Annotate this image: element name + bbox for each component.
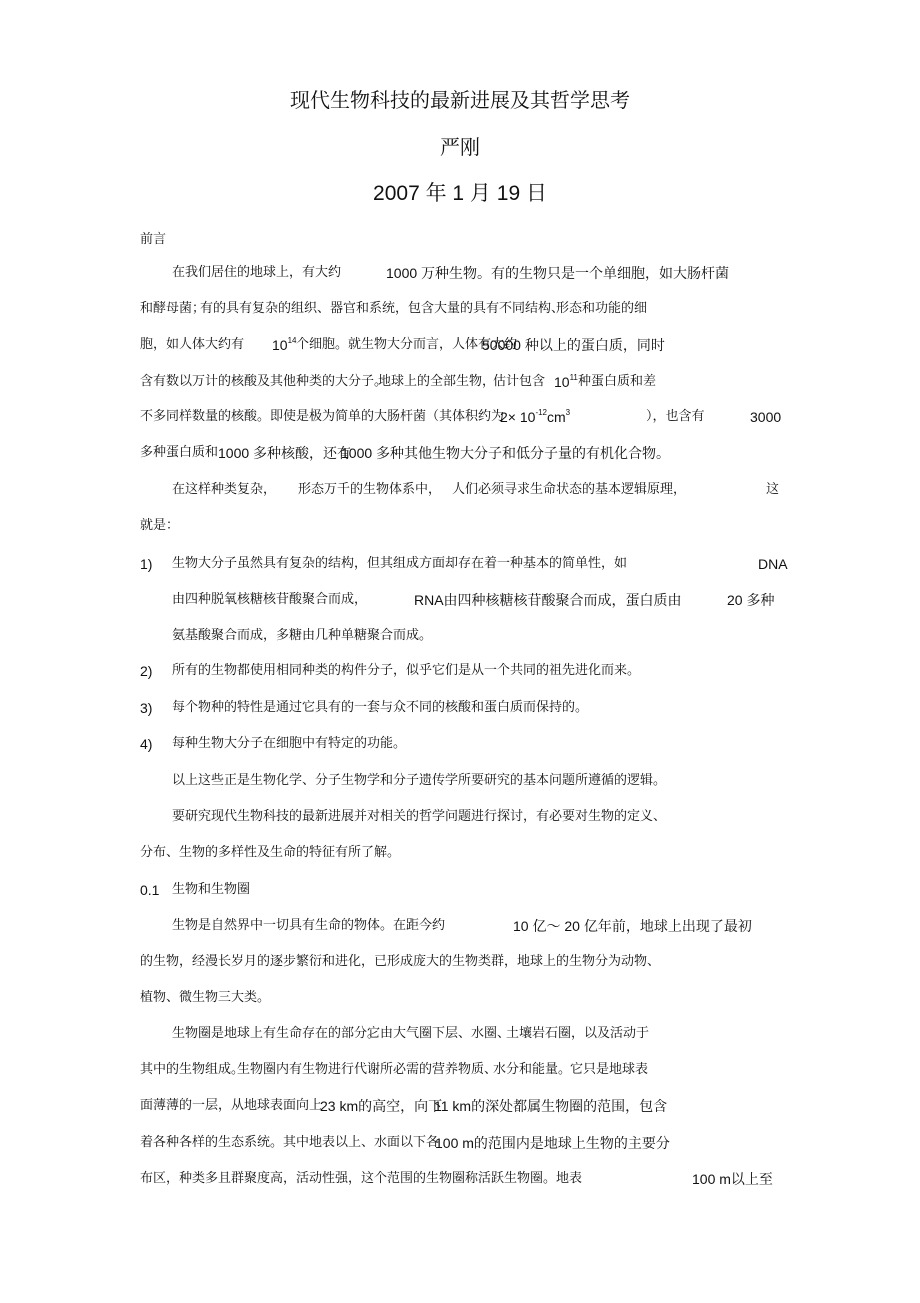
text: 不多同样数量的核酸。即使是极为简单的大肠杆菌（其体积约为 (140, 409, 505, 424)
text: 3000 (750, 409, 782, 425)
text: 地球上的全部生物， (378, 374, 496, 389)
list-item: RNA由四种核糖核苷酸聚合而成，蛋白质由 (414, 592, 682, 608)
text: 胞，如人体大约有 (140, 337, 245, 352)
text: 100 m以上至 (692, 1171, 773, 1187)
text: $10^{11}$ (554, 373, 578, 390)
text: 生物是自然界中一切具有生命的物体。在距今约 (172, 918, 446, 933)
list-number: 4) (140, 736, 153, 752)
text: 含有数以万计的核酸及其他种类的大分子。 (140, 374, 388, 389)
text: 和酵母菌； (140, 301, 206, 316)
author: 严刚 (440, 135, 480, 159)
text: 就是： (140, 518, 180, 533)
text: 分布、生物的多样性及生命的特征有所了解。 (140, 845, 401, 860)
text: 10 亿～ 20 亿年前，地球上出现了最初 (513, 918, 752, 934)
text: 的生物，经漫长岁月的逐步繁衍和进化，已形成庞大的生物类群，地球上的生物分为动物、 (140, 954, 661, 969)
text: 1000 万种生物。有的生物只是一个单细胞，如大肠杆菌 (386, 265, 730, 281)
text: 要研究现代生物科技的最新进展并对相关的哲学问题进行探讨，有必要对生物的定义、 (172, 809, 667, 824)
text: 1000 多种其他生物大分子和低分子量的有机化合物。 (341, 445, 671, 461)
list-number: 3) (140, 700, 153, 716)
text: 人们必须寻求生命状态的基本逻辑原理， (452, 482, 687, 497)
text: 23 km的高空，向下 (320, 1098, 443, 1114)
text: 种蛋白质和差 (578, 374, 657, 389)
text: 土壤岩石圈，以及活动于 (506, 1026, 650, 1041)
text: 水分和能量。 (493, 1062, 572, 1077)
text: 这 (766, 482, 780, 497)
list-item: 氨基酸聚合而成，多糖由几种单糖聚合而成。 (172, 628, 433, 643)
text: $10^{14}$ (272, 336, 297, 353)
text: 在这样种类复杂， (172, 482, 277, 497)
preface-heading: 前言 (140, 232, 167, 247)
text: 个细胞。就生物大分而言，人体有大约 (296, 337, 518, 352)
list-number: 2) (140, 663, 153, 679)
list-item: 生物大分子虽然具有复杂的结构，但其组成方面却存在着一种基本的简单性，如 (172, 556, 628, 571)
list-item: DNA (758, 556, 788, 572)
list-number: 1) (140, 556, 153, 572)
text: 在我们居住的地球上，有大约 (172, 265, 342, 280)
text: 有的具有复杂的组织、器官和系统，包含大量的具有不同结构、 (200, 301, 565, 316)
text: 其中的生物组成。 (140, 1062, 245, 1077)
text: 以上这些正是生物化学、分子生物学和分子遗传学所要研究的基本问题所遵循的逻辑。 (172, 773, 667, 788)
section-title: 生物和生物圈 (172, 882, 251, 897)
text: 生物圈内有生物进行代谢所必需的营养物质、 (237, 1062, 498, 1077)
document-title: 现代生物科技的最新进展及其哲学思考 (290, 88, 630, 112)
text: 多种蛋白质和 (140, 445, 219, 460)
text: 它由大气圈下层、水圈、 (367, 1026, 511, 1041)
text: 生物圈是地球上有生命存在的部分。 (172, 1026, 381, 1041)
text: 形态万千的生物体系中， (298, 482, 442, 497)
text: 50000 种以上的蛋白质，同时 (482, 337, 665, 353)
list-item: 20 多种 (727, 592, 775, 608)
section-number: 0.1 (140, 882, 160, 898)
text: ），也含有 (646, 409, 705, 424)
text: 布区，种类多且群聚度高，活动性强，这个范围的生物圈称活跃生物圈。地表 (140, 1171, 583, 1186)
text: 11 km的深处都属生物圈的范围，包含 (434, 1098, 668, 1114)
text: 面薄薄的一层，从地球表面向上 (140, 1098, 323, 1113)
text: 它只是地球表 (570, 1062, 649, 1077)
text: $2\times 10^{-12}cm^3$ (500, 408, 571, 425)
list-item: 所有的生物都使用相同种类的构件分子，似乎它们是从一个共同的祖先进化而来。 (172, 663, 641, 678)
list-item: 每个物种的特性是通过它具有的一套与众不同的核酸和蛋白质而保持的。 (172, 700, 589, 715)
list-item: 每种生物大分子在细胞中有特定的功能。 (172, 736, 407, 751)
text: 植物、微生物三大类。 (140, 990, 271, 1005)
text: 着各种各样的生态系统。其中地表以上、水面以下各 (140, 1135, 440, 1150)
text: 100 m的范围内是地球上生物的主要分 (435, 1135, 670, 1151)
list-item: 由四种脱氧核糖核苷酸聚合而成， (172, 592, 368, 607)
text: 形态和功能的细 (556, 301, 648, 316)
text: 估计包含 (493, 374, 546, 389)
text: 1000 多种核酸，还有 (218, 445, 352, 461)
date: 2007 年 1 月 19 日 (373, 182, 547, 205)
